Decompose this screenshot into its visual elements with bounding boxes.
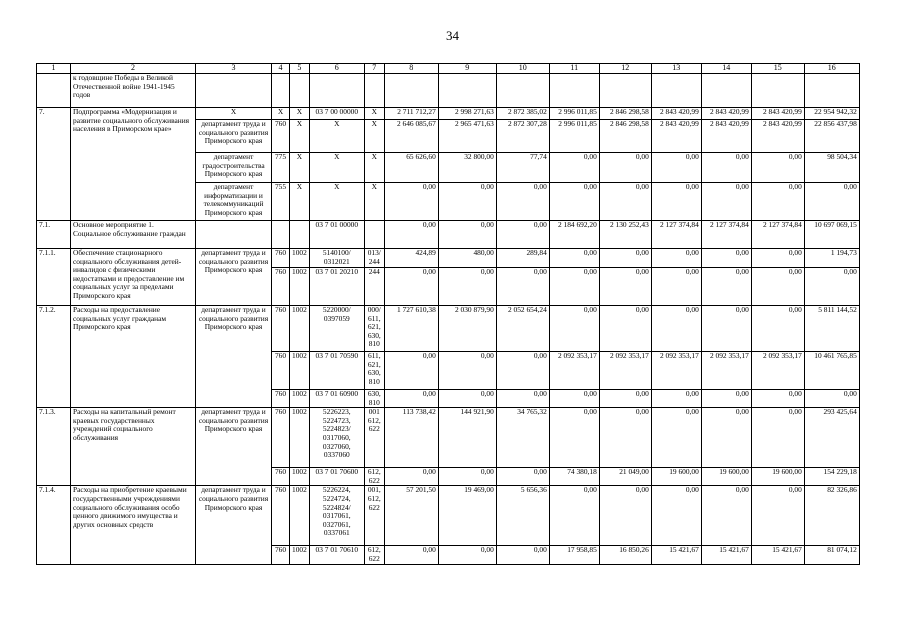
code-cell: X: [272, 108, 290, 120]
table-row: [37, 108, 860, 120]
value-cell: 0,00: [438, 390, 496, 408]
code-cell: X: [309, 120, 364, 153]
value-cell: 0,00: [384, 268, 438, 306]
value-cell: 0,00: [384, 183, 438, 221]
value-cell: 0,00: [549, 268, 599, 306]
value-cell: 2 846 298,58: [599, 120, 651, 153]
header-col-13: 13: [651, 64, 701, 74]
row-name: Расходы на предоставление социальных услуг гражданам Приморского края: [71, 306, 196, 408]
value-cell: 2 127 374,84: [651, 221, 701, 249]
code-cell: X: [290, 153, 310, 183]
code-cell: 760: [272, 249, 290, 268]
value-cell: 0,00: [651, 486, 701, 546]
header-col-5: 5: [290, 64, 310, 74]
table-cell: [496, 74, 549, 108]
value-cell: 0,00: [549, 153, 599, 183]
value-cell: 2 127 374,84: [701, 221, 751, 249]
value-cell: 0,00: [751, 249, 804, 268]
value-cell: 2 092 353,17: [599, 352, 651, 390]
value-cell: 0,00: [599, 390, 651, 408]
code-cell: 5140100/ 0312021: [309, 249, 364, 268]
value-cell: 2 843 420,99: [751, 120, 804, 153]
value-cell: 0,00: [804, 268, 859, 306]
code-cell: 03 7 01 20210: [309, 268, 364, 306]
value-cell: 0,00: [701, 183, 751, 221]
code-cell: 03 7 01 60900: [309, 390, 364, 408]
value-cell: 22 856 437,98: [804, 120, 859, 153]
code-cell: X: [364, 108, 384, 120]
page-number: 34: [446, 28, 459, 43]
header-col-15: 15: [751, 64, 804, 74]
table-cell: [37, 74, 71, 108]
value-cell: 1 194,73: [804, 249, 859, 268]
code-cell: 1002: [290, 352, 310, 390]
table-row: [37, 221, 860, 249]
code-cell: 755: [272, 183, 290, 221]
value-cell: 19 600,00: [701, 468, 751, 486]
value-cell: 2 996 011,85: [549, 108, 599, 120]
code-cell: X: [290, 108, 310, 120]
header-col-4: 4: [272, 64, 290, 74]
value-cell: 0,00: [701, 408, 751, 468]
value-cell: 0,00: [438, 221, 496, 249]
responsible-cell: департамент градостроительства Приморского края: [196, 153, 272, 183]
table-cell: [364, 74, 384, 108]
responsible-cell: департамент труда и социального развития Приморского края: [196, 249, 272, 306]
value-cell: 2 646 085,67: [384, 120, 438, 153]
row-name: Обеспечение стационарного социального обслуживания детей-инвалидов с физическими недостатками и предоставление им социальных услуг за пределами Приморского края: [71, 249, 196, 306]
code-cell: X: [290, 183, 310, 221]
table-cell: [599, 74, 651, 108]
table-cell: [438, 74, 496, 108]
code-cell: 5220000/ 0397059: [309, 306, 364, 352]
value-cell: 0,00: [804, 390, 859, 408]
code-cell: 775: [272, 153, 290, 183]
responsible-cell: департамент труда и социального развития Приморского края: [196, 408, 272, 486]
code-cell: 001, 612, 622: [364, 486, 384, 546]
value-cell: 32 800,00: [438, 153, 496, 183]
value-cell: 0,00: [701, 390, 751, 408]
header-col-9: 9: [438, 64, 496, 74]
value-cell: 19 600,00: [751, 468, 804, 486]
table-cell: [701, 74, 751, 108]
value-cell: 0,00: [599, 486, 651, 546]
value-cell: 0,00: [438, 546, 496, 564]
value-cell: 19 469,00: [438, 486, 496, 546]
value-cell: 77,74: [496, 153, 549, 183]
value-cell: 0,00: [384, 546, 438, 564]
value-cell: 0,00: [599, 153, 651, 183]
value-cell: 0,00: [599, 306, 651, 352]
value-cell: 5 811 144,52: [804, 306, 859, 352]
row-number: 7.1.2.: [37, 306, 71, 408]
value-cell: 0,00: [804, 183, 859, 221]
value-cell: 0,00: [751, 268, 804, 306]
value-cell: 2 998 271,63: [438, 108, 496, 120]
value-cell: 2 843 420,99: [701, 108, 751, 120]
row-number: 7.1.: [37, 221, 71, 249]
row-name: Расходы на приобретение краевыми государственными учреждениями социального обслуживания особо ценного движимого имущества и других основных средств: [71, 486, 196, 564]
value-cell: 57 201,50: [384, 486, 438, 546]
value-cell: 0,00: [549, 408, 599, 468]
value-cell: 5 656,36: [496, 486, 549, 546]
value-cell: 2 127 374,84: [751, 221, 804, 249]
value-cell: 2 843 420,99: [651, 120, 701, 153]
value-cell: 82 326,86: [804, 486, 859, 546]
code-cell: 1002: [290, 268, 310, 306]
value-cell: 0,00: [701, 249, 751, 268]
value-cell: 0,00: [438, 183, 496, 221]
code-cell: 630, 810: [364, 390, 384, 408]
row-name: Расходы на капитальный ремонт краевых государственных учреждений социального обслуживания: [71, 408, 196, 486]
row-name: Основное мероприятие 1. Социальное обслуживание граждан: [71, 221, 196, 249]
value-cell: 2 996 011,85: [549, 120, 599, 153]
code-cell: 760: [272, 120, 290, 153]
header-col-7: 7: [364, 64, 384, 74]
value-cell: 0,00: [496, 352, 549, 390]
header-row: [37, 64, 860, 74]
value-cell: 0,00: [751, 183, 804, 221]
table-cell: [804, 74, 859, 108]
value-cell: 0,00: [438, 268, 496, 306]
code-cell: 611, 621, 630, 810: [364, 352, 384, 390]
value-cell: 0,00: [751, 390, 804, 408]
value-cell: 0,00: [549, 249, 599, 268]
code-cell: 03 7 01 70590: [309, 352, 364, 390]
value-cell: 2 052 654,24: [496, 306, 549, 352]
value-cell: 21 049,00: [599, 468, 651, 486]
value-cell: 81 074,12: [804, 546, 859, 564]
value-cell: 2 843 420,99: [701, 120, 751, 153]
value-cell: 16 850,26: [599, 546, 651, 564]
code-cell: 612, 622: [364, 468, 384, 486]
value-cell: 0,00: [549, 486, 599, 546]
value-cell: 2 872 307,28: [496, 120, 549, 153]
code-cell: 5226224, 5224724, 5224824/ 0317061, 0327061, 0337061: [309, 486, 364, 546]
value-cell: 10 461 765,85: [804, 352, 859, 390]
value-cell: 0,00: [496, 468, 549, 486]
header-col-3: 3: [196, 64, 272, 74]
value-cell: 2 130 252,43: [599, 221, 651, 249]
table-cell: [272, 221, 290, 249]
value-cell: 2 092 353,17: [701, 352, 751, 390]
value-cell: 15 421,67: [651, 546, 701, 564]
table-row: [37, 486, 860, 546]
value-cell: 2 092 353,17: [751, 352, 804, 390]
value-cell: 0,00: [599, 249, 651, 268]
row-name: к годовщине Победы в Великой Отечественной войне 1941-1945 годов: [71, 74, 196, 108]
code-cell: 244: [364, 268, 384, 306]
code-cell: 760: [272, 546, 290, 564]
value-cell: 0,00: [438, 352, 496, 390]
responsible-cell: департамент труда и социального развития Приморского края: [196, 120, 272, 153]
responsible-cell: департамент информатизации и телекоммуникаций Приморского края: [196, 183, 272, 221]
value-cell: 2 184 692,20: [549, 221, 599, 249]
table-cell: [751, 74, 804, 108]
value-cell: 2 030 879,90: [438, 306, 496, 352]
code-cell: X: [364, 183, 384, 221]
header-col-2: 2: [71, 64, 196, 74]
value-cell: 293 425,64: [804, 408, 859, 468]
code-cell: 760: [272, 306, 290, 352]
value-cell: 0,00: [496, 390, 549, 408]
value-cell: 0,00: [496, 268, 549, 306]
value-cell: 0,00: [599, 183, 651, 221]
code-cell: 1002: [290, 486, 310, 546]
table-cell: [196, 221, 272, 249]
value-cell: 0,00: [651, 183, 701, 221]
code-cell: 03 7 01 00000: [309, 221, 364, 249]
code-cell: 760: [272, 268, 290, 306]
code-cell: 760: [272, 468, 290, 486]
value-cell: 480,00: [438, 249, 496, 268]
header-col-16: 16: [804, 64, 859, 74]
code-cell: 760: [272, 352, 290, 390]
value-cell: 113 738,42: [384, 408, 438, 468]
table-cell: [549, 74, 599, 108]
responsible-cell: департамент труда и социального развития Приморского края: [196, 306, 272, 408]
responsible-cell: X: [196, 108, 272, 120]
value-cell: 0,00: [651, 249, 701, 268]
table-row: [37, 306, 860, 352]
code-cell: 760: [272, 486, 290, 546]
header-col-12: 12: [599, 64, 651, 74]
value-cell: 0,00: [701, 486, 751, 546]
value-cell: 0,00: [751, 486, 804, 546]
value-cell: 2 092 353,17: [651, 352, 701, 390]
value-cell: 2 846 298,58: [599, 108, 651, 120]
responsible-cell: департамент труда и социального развития Приморского края: [196, 486, 272, 564]
value-cell: 2 872 385,02: [496, 108, 549, 120]
value-cell: 0,00: [384, 221, 438, 249]
value-cell: 0,00: [496, 546, 549, 564]
value-cell: 17 958,85: [549, 546, 599, 564]
value-cell: 10 697 069,15: [804, 221, 859, 249]
value-cell: 0,00: [651, 408, 701, 468]
code-cell: 760: [272, 408, 290, 468]
code-cell: 760: [272, 390, 290, 408]
value-cell: 0,00: [384, 352, 438, 390]
value-cell: 0,00: [701, 268, 751, 306]
value-cell: 0,00: [549, 390, 599, 408]
code-cell: X: [364, 120, 384, 153]
value-cell: 0,00: [549, 183, 599, 221]
code-cell: 001 612, 622: [364, 408, 384, 468]
table-row: [37, 249, 860, 268]
value-cell: 0,00: [438, 468, 496, 486]
code-cell: 1002: [290, 306, 310, 352]
code-cell: 03 7 01 70600: [309, 468, 364, 486]
row-name: Подпрограмма «Модернизация и развитие социального обслуживания населения в Приморском крае»: [71, 108, 196, 221]
row-number: 7.1.4.: [37, 486, 71, 564]
value-cell: 65 626,60: [384, 153, 438, 183]
code-cell: 1002: [290, 546, 310, 564]
value-cell: 15 421,67: [751, 546, 804, 564]
code-cell: 03 7 00 00000: [309, 108, 364, 120]
table-cell: [309, 74, 364, 108]
value-cell: 424,89: [384, 249, 438, 268]
value-cell: 0,00: [651, 268, 701, 306]
code-cell: 03 7 01 70610: [309, 546, 364, 564]
value-cell: 0,00: [384, 390, 438, 408]
row-number: 7.1.3.: [37, 408, 71, 486]
table-cell: [196, 74, 272, 108]
value-cell: 0,00: [651, 153, 701, 183]
value-cell: 2 092 353,17: [549, 352, 599, 390]
code-cell: 5226223, 5224723, 5224823/ 0317060, 0327060, 0337060: [309, 408, 364, 468]
value-cell: 0,00: [701, 153, 751, 183]
value-cell: 19 600,00: [651, 468, 701, 486]
value-cell: 0,00: [751, 306, 804, 352]
code-cell: 000/ 611, 621, 630, 810: [364, 306, 384, 352]
header-col-11: 11: [549, 64, 599, 74]
value-cell: 0,00: [701, 306, 751, 352]
value-cell: 1 727 610,38: [384, 306, 438, 352]
row-number: 7.: [37, 108, 71, 221]
value-cell: 0,00: [651, 390, 701, 408]
code-cell: 1002: [290, 390, 310, 408]
value-cell: 0,00: [751, 408, 804, 468]
code-cell: X: [309, 183, 364, 221]
value-cell: 74 380,18: [549, 468, 599, 486]
table-row: [37, 408, 860, 468]
value-cell: 0,00: [496, 183, 549, 221]
value-cell: 154 229,18: [804, 468, 859, 486]
table-row: [37, 74, 860, 108]
value-cell: 2 965 471,63: [438, 120, 496, 153]
value-cell: 0,00: [549, 306, 599, 352]
value-cell: 34 765,32: [496, 408, 549, 468]
header-col-1: 1: [37, 64, 71, 74]
table-cell: [364, 221, 384, 249]
code-cell: X: [309, 153, 364, 183]
header-col-14: 14: [701, 64, 751, 74]
value-cell: 98 504,34: [804, 153, 859, 183]
value-cell: 2 843 420,99: [651, 108, 701, 120]
header-col-8: 8: [384, 64, 438, 74]
budget-table: [36, 63, 860, 565]
table-cell: [290, 74, 310, 108]
code-cell: X: [290, 120, 310, 153]
value-cell: 0,00: [751, 153, 804, 183]
header-col-10: 10: [496, 64, 549, 74]
code-cell: 612, 622: [364, 546, 384, 564]
table-cell: [272, 74, 290, 108]
value-cell: 15 421,67: [701, 546, 751, 564]
code-cell: 1002: [290, 408, 310, 468]
value-cell: 144 921,90: [438, 408, 496, 468]
code-cell: 1002: [290, 468, 310, 486]
value-cell: 0,00: [384, 468, 438, 486]
value-cell: 0,00: [599, 408, 651, 468]
table-cell: [384, 74, 438, 108]
header-col-6: 6: [309, 64, 364, 74]
table-cell: [651, 74, 701, 108]
row-number: 7.1.1.: [37, 249, 71, 306]
table-cell: [290, 221, 310, 249]
code-cell: X: [364, 153, 384, 183]
value-cell: 2 843 420,99: [751, 108, 804, 120]
code-cell: 013/ 244: [364, 249, 384, 268]
value-cell: 0,00: [651, 306, 701, 352]
value-cell: 0,00: [496, 221, 549, 249]
value-cell: 0,00: [599, 268, 651, 306]
value-cell: 289,84: [496, 249, 549, 268]
code-cell: 1002: [290, 249, 310, 268]
value-cell: 22 954 942,32: [804, 108, 859, 120]
value-cell: 2 711 712,27: [384, 108, 438, 120]
